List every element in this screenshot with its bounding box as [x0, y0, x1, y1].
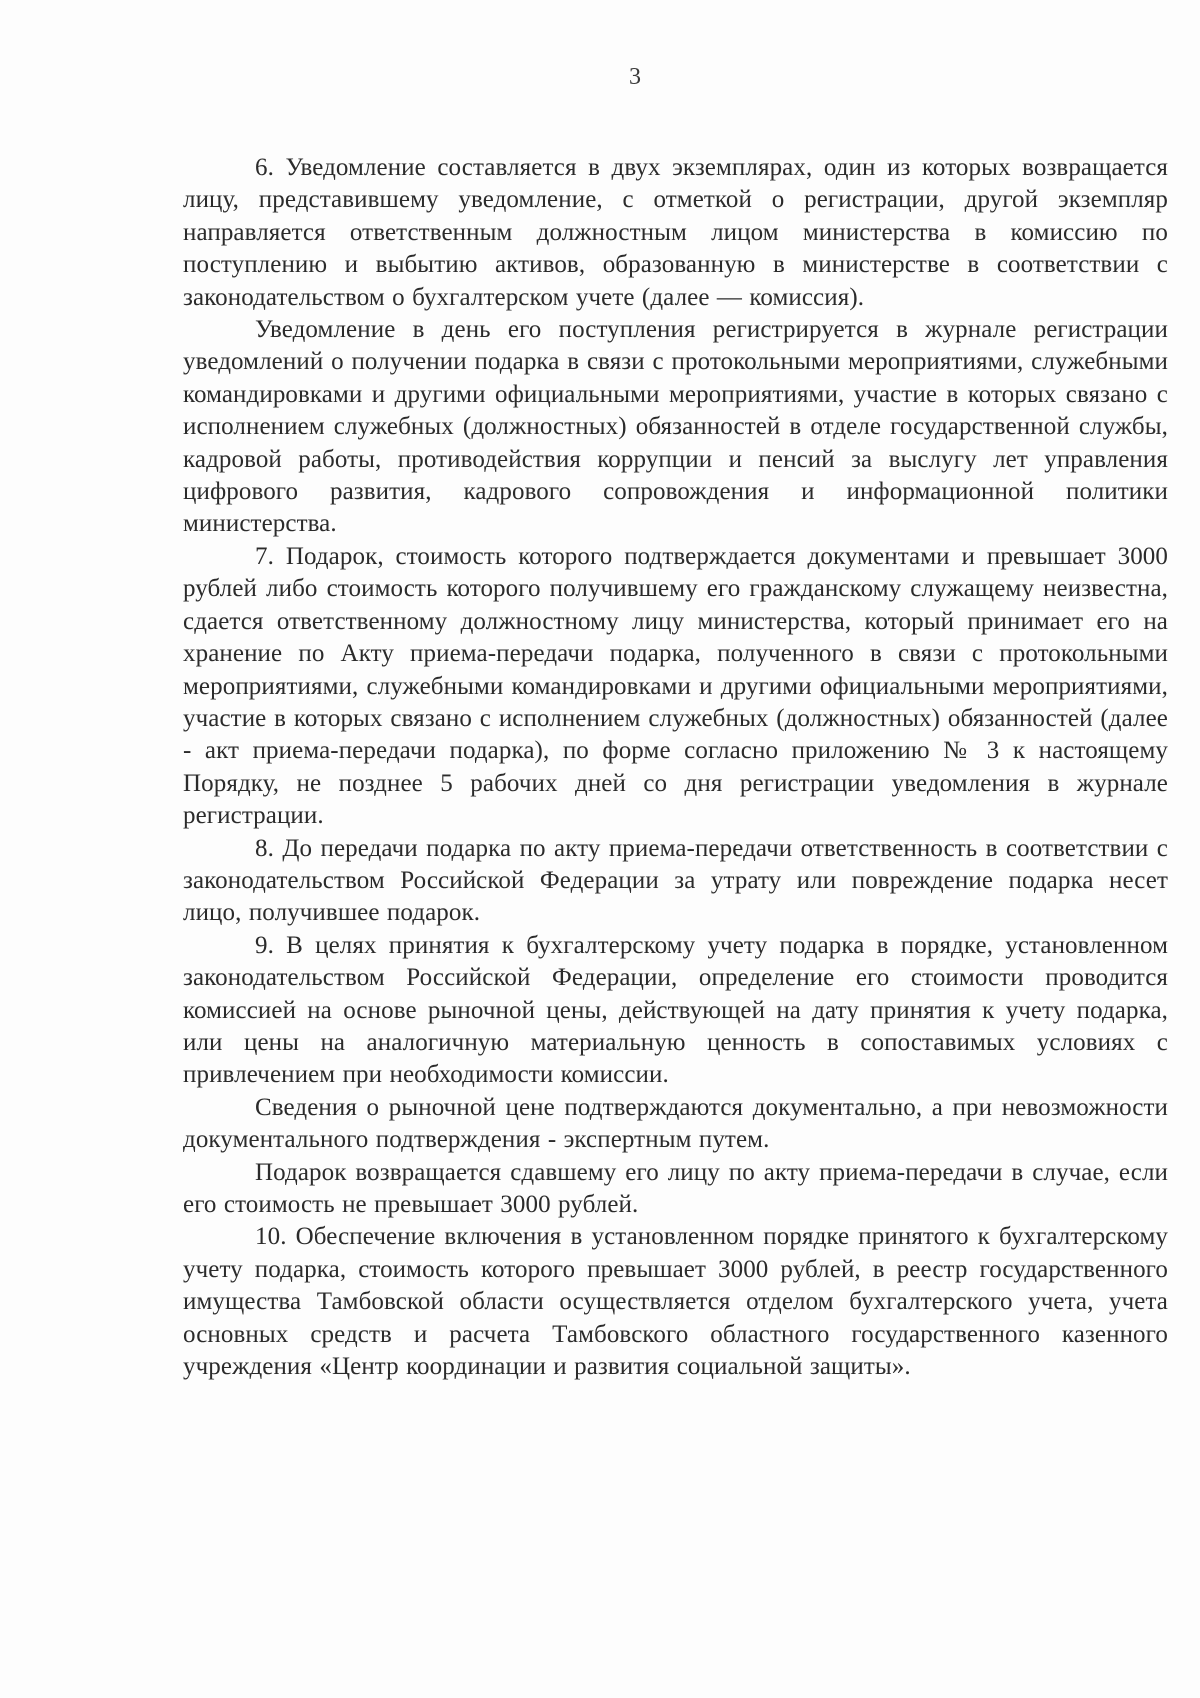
paragraph-10: 10. Обеспечение включения в установленном порядке принятого к бухгалтерскому учету подарка, стоимость которого превышает 3000 рублей, в реестр государственного имущества Тамбовской области осуществляется отделом бухгалтерского учета, учета основных средств и расчета Тамбовского областного государственного казенного учреждения «Центр координации и развития социальной защиты».	[183, 1223, 1168, 1381]
paragraph-8: 8. До передачи подарка по акту приема-передачи ответственность в соответствии с законодательством Российской Федерации за утрату или повреждение подарка несет лицо, получившее подарок.	[183, 834, 1168, 927]
page-number: 3	[629, 64, 641, 90]
paragraph-9: 9. В целях принятия к бухгалтерскому учету подарка в порядке, установленном законодательством Российской Федерации, определение его стоимости проводится комиссией на основе рыночной цены, действующей на дату принятия к учету подарка, или цены на аналогичную материальную ценность в сопоставимых условиях с привлечением при необходимости комиссии.	[183, 931, 1168, 1089]
paragraph-6: 6. Уведомление составляется в двух экземплярах, один из которых возвращается лицу, представившему уведомление, с отметкой о регистрации, другой экземпляр направляется ответственным должностным лицом министерства в комиссию по поступлению и выбытию активов, образованную в министерстве в соответствии с законодательством о бухгалтерском учете (далее — комиссия).	[183, 154, 1168, 311]
paragraph-gift-return: Подарок возвращается сдавшему его лицу по акту приема-передачи в случае, если его стоимость не превышает 3000 рублей.	[183, 1158, 1168, 1218]
paragraph-7: 7. Подарок, стоимость которого подтверждается документами и превышает 3000 рублей либо стоимость которого получившему его гражданскому служащему неизвестна, сдается ответственному должностному лицу министерства, который принимает его на хранение по Акту приема-передачи подарка, полученного в связи с протокольными мероприятиями, служебными командировками и другими официальными мероприятиями, участие в которых связано с исполнением служебных (должностных) обязанностей (далее - акт приема-передачи подарка), по форме согласно приложению № 3 к настоящему Порядку, не позднее 5 рабочих дней со дня регистрации уведомления в журнале регистрации.	[183, 542, 1168, 830]
paragraph-registration: Уведомление в день его поступления регистрируется в журнале регистрации уведомлений о получении подарка в связи с протокольными мероприятиями, служебными командировками и другими официальными мероприятиями, участие в которых связано с исполнением служебных (должностных) обязанностей в отделе государственной службы, кадровой работы, противодействия коррупции и пенсий за выслугу лет управления цифрового развития, кадрового сопровождения и информационной политики министерства.	[183, 316, 1168, 538]
document-body	[183, 152, 1168, 1383]
paragraph-market-price: Сведения о рыночной цене подтверждаются документально, а при невозможности документального подтверждения - экспертным путем.	[183, 1093, 1168, 1154]
